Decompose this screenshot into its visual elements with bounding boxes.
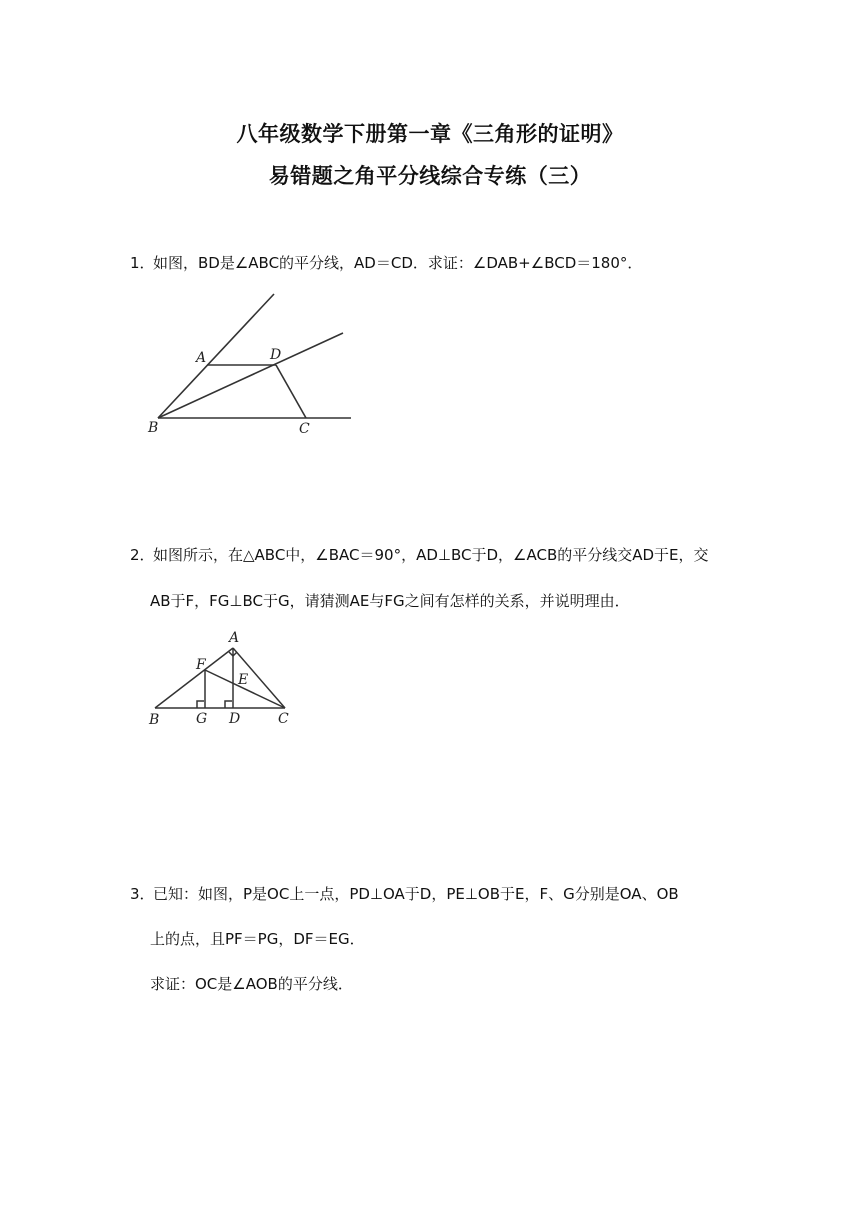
- fig2-label-e: E: [238, 672, 249, 688]
- page-title-line2: 易错题之角平分线综合专练（三）: [268, 164, 592, 188]
- fig2-label-b: B: [149, 712, 160, 728]
- fig2-label-f: F: [196, 657, 206, 673]
- problem-3-text-line2: 上的点，且PF＝PG，DF＝EG．: [150, 930, 365, 948]
- problem-1-number: 1．: [130, 254, 155, 272]
- problem-3-text-line1: 已知：如图，P是OC上一点，PD⊥OA于D，PE⊥OB于E，F、G分别是OA、OB: [153, 885, 679, 903]
- problem-2-number: 2．: [130, 546, 155, 564]
- fig2-label-g: G: [196, 711, 208, 727]
- fig2-label-c: C: [278, 711, 289, 727]
- fig1-label-d: D: [270, 347, 282, 363]
- problem-2-text-line2: AB于F，FG⊥BC于G，请猜测AE与FG之间有怎样的关系，并说明理由．: [150, 592, 630, 610]
- page-title-line1: 八年级数学下册第一章《三角形的证明》: [236, 122, 624, 146]
- problem-1-text: 如图，BD是∠ABC的平分线，AD＝CD．求证：∠DAB+∠BCD＝180°．: [153, 254, 643, 272]
- fig2-label-a: A: [229, 630, 240, 646]
- problem-3-text-line3: 求证：OC是∠AOB的平分线．: [150, 975, 353, 993]
- problem-2-text-line1: 如图所示，在△ABC中，∠BAC＝90°，AD⊥BC于D，∠ACB的平分线交AD于E，交: [153, 546, 709, 564]
- fig1-label-a: A: [196, 350, 207, 366]
- fig1-label-b: B: [148, 420, 159, 436]
- fig2-label-d: D: [229, 711, 241, 727]
- fig1-label-c: C: [299, 421, 310, 437]
- problem-3-number: 3．: [130, 885, 155, 903]
